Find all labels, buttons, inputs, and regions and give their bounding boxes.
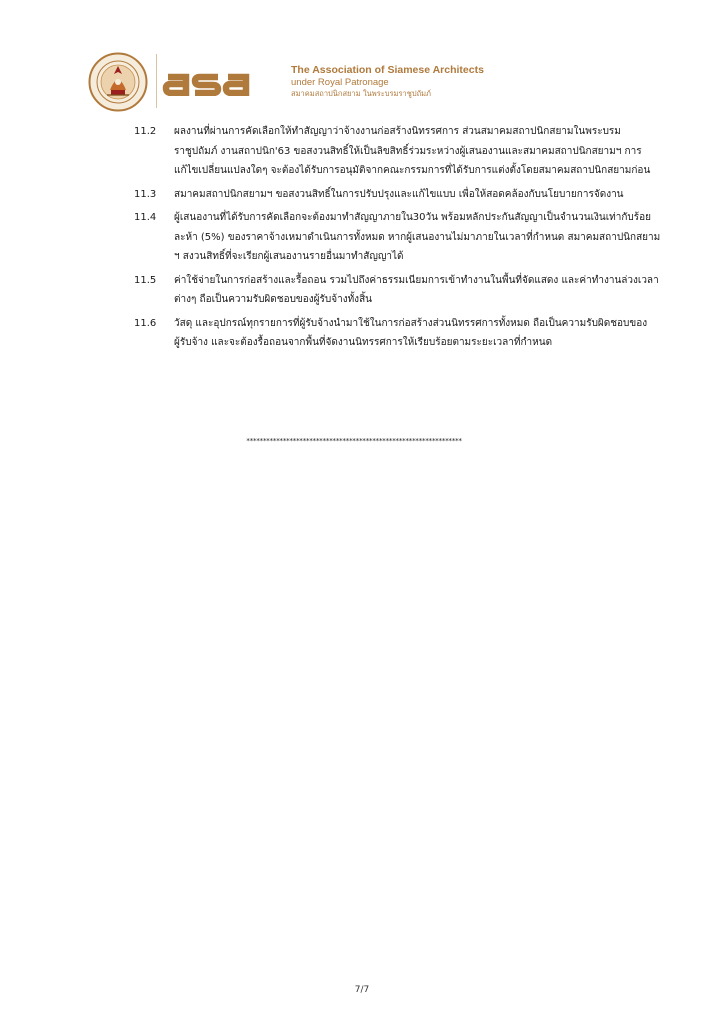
asa-logo xyxy=(162,64,254,96)
clause-number: 11.3 xyxy=(134,188,157,200)
page-number: 7/7 xyxy=(354,985,370,995)
clause-11-4 xyxy=(134,208,674,267)
org-name-en-line2: under Royal Patronage xyxy=(291,76,389,88)
clause-text xyxy=(174,122,674,181)
clause-11-3 xyxy=(134,185,674,205)
clause-line: วัสดุ และอุปกรณ์ทุกรายการที่ผู้รับจ้างนำมาใช้ในการก่อสร้างส่วนนิทรรศการทั้งหมด ถือเป็นความรับผิดชอบของ xyxy=(174,317,648,329)
clause-number: 11.6 xyxy=(134,317,157,329)
clause-line: แก้ไขเปลี่ยนแปลงใดๆ จะต้องได้รับการอนุมัติจากคณะกรรมการที่ได้รับการแต่งตั้งโดยสมาคมสถาปนิกสยามก่อน xyxy=(174,165,651,176)
clause-line: ต่างๆ ถือเป็นความรับผิดชอบของผู้รับจ้างทั้งสิ้น xyxy=(174,294,373,305)
clause-11-2 xyxy=(134,122,674,181)
clause-number: 11.5 xyxy=(134,274,157,286)
clause-number: 11.2 xyxy=(134,126,157,137)
association-seal-icon xyxy=(88,52,148,112)
clause-line: ผลงานที่ผ่านการคัดเลือกให้ทำสัญญาว่าจ้างงานก่อสร้างนิทรรศการ ส่วนสมาคมสถาปนิกสยามในพระบรม xyxy=(174,126,621,137)
header-divider xyxy=(156,54,157,108)
clause-text xyxy=(174,208,674,267)
clause-text xyxy=(174,314,674,353)
clause-line: ผู้รับจ้าง และจะต้องรื้อถอนจากพื้นที่จัดงานนิทรรศการให้เรียบร้อยตามระยะเวลาที่กำหนด xyxy=(174,337,553,348)
separator-line: ***************************************************************** xyxy=(246,437,462,445)
org-name-en-line1: The Association of Siamese Architects xyxy=(291,64,484,76)
letterhead xyxy=(88,48,508,118)
clause-line: ค่าใช้จ่ายในการก่อสร้างและรื้อถอน รวมไปถึงค่าธรรมเนียมการเข้าทำงานในพื้นที่จัดแสดง และค่าทำงานล่วงเวลา xyxy=(174,274,659,286)
clause-line: ราชูปถัมภ์ งานสถาปนิก'63 ขอสงวนสิทธิ์ให้เป็นลิขสิทธิ์ร่วมระหว่างผู้เสนองานและสมาคมสถาปนิกสยามฯ การ xyxy=(174,145,642,157)
clause-line: สมาคมสถาปนิกสยามฯ ขอสงวนสิทธิ์ในการปรับปรุงและแก้ไขแบบ เพื่อให้สอดคล้องกับนโยบายการจัดงาน xyxy=(174,188,624,200)
clause-11-6 xyxy=(134,314,674,353)
clause-number: 11.4 xyxy=(134,212,157,223)
clause-line: ละห้า (5%) ของราคาจ้างเหมาดำเนินการทั้งหมด หากผู้เสนองานไม่มาภายในเวลาที่กำหนด สมาคมสถาปนิกสยาม xyxy=(174,231,661,243)
clause-text xyxy=(174,271,674,310)
clause-list xyxy=(134,122,674,357)
org-name-th: สมาคมสถาปนิกสยาม ในพระบรมราชูปถัมภ์ xyxy=(291,88,432,98)
clause-text xyxy=(174,185,674,205)
association-name xyxy=(291,64,484,98)
clause-line: ผู้เสนองานที่ได้รับการคัดเลือกจะต้องมาทำสัญญาภายใน30วัน พร้อมหลักประกันสัญญาเป็นจำนวนเงินเท่ากับร้อย xyxy=(174,212,651,223)
clause-11-5 xyxy=(134,271,674,310)
clause-line: ฯ สงวนสิทธิ์ที่จะเรียกผู้เสนองานรายอื่นมาทำสัญญาได้ xyxy=(174,251,404,262)
